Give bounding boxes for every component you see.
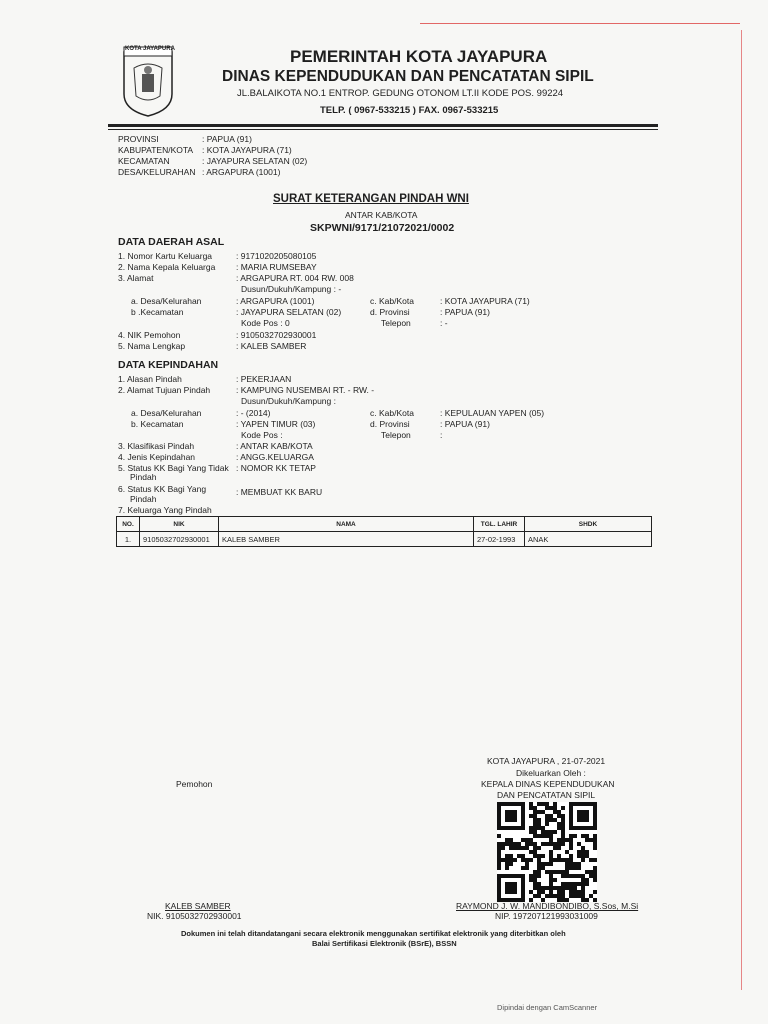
applicant-name: KALEB SAMBER (165, 901, 231, 911)
pindah-kab-value: : KEPULAUAN YAPEN (05) (440, 408, 545, 418)
pemohon-label: Pemohon (176, 779, 213, 789)
pindah-desa-label: a. Desa/Kelurahan (131, 408, 202, 418)
city-emblem-icon (120, 44, 176, 118)
provinsi-label: PROVINSI (118, 134, 159, 144)
cell-nik: 9105032702930001 (140, 532, 219, 547)
asal-nama-value: : KALEB SAMBER (236, 341, 307, 351)
document-subtitle: ANTAR KAB/KOTA (345, 210, 418, 220)
applicant-nik: NIK. 9105032702930001 (147, 911, 242, 921)
asal-kec-label: b .Kecamatan (131, 307, 184, 317)
cell-nama: KALEB SAMBER (219, 532, 474, 547)
asal-dusun: Dusun/Dukuh/Kampung : - (241, 284, 342, 294)
pindah-jenis-label: 4. Jenis Kepindahan (118, 452, 196, 462)
asal-desa-label: a. Desa/Kelurahan (131, 296, 202, 306)
pindah-dusun: Dusun/Dukuh/Kampung : (241, 396, 336, 406)
pindah-desa-value: : - (2014) (236, 408, 271, 418)
desa-value: : ARGAPURA (1001) (202, 167, 281, 177)
qr-code-icon (497, 802, 597, 902)
esign-note-line2: Balai Sertifikasi Elektronik (BSrE), BSSN (312, 939, 457, 948)
pindah-jenis-value: : ANGG.KELUARGA (236, 452, 314, 462)
city-logo (120, 44, 176, 118)
pindah-alamat-value: : KAMPUNG NUSEMBAI RT. - RW. - (236, 385, 375, 395)
asal-nama-label: 5. Nama Lengkap (118, 341, 186, 351)
scan-edge-line-right (741, 30, 742, 990)
header-line2: DINAS KEPENDUDUKAN DAN PENCATATAN SIPIL (222, 68, 594, 85)
desa-label: DESA/KELURAHAN (118, 167, 196, 177)
office-line1: KEPALA DINAS KEPENDUDUKAN (481, 779, 615, 789)
pindah-kec-label: b. Kecamatan (131, 419, 184, 429)
asal-prov-value: : PAPUA (91) (440, 307, 490, 317)
pindah-alasan-value: : PEKERJAAN (236, 374, 292, 384)
pindah-status-value: : MEMBUAT KK BARU (236, 487, 323, 497)
header-address: JL.BALAIKOTA NO.1 ENTROP. GEDUNG OTONOM LT.II KODE POS. 99224 (237, 88, 564, 99)
kabkota-label: KABUPATEN/KOTA (118, 145, 194, 155)
pindah-status-tidak-label: 5. Status KK Bagi Yang Tidak (118, 463, 229, 473)
pindah-alamat-label: 2. Alamat Tujuan Pindah (118, 385, 211, 395)
asal-heading: DATA DAERAH ASAL (118, 236, 225, 248)
col-nama-header: NAMA (219, 517, 474, 532)
scan-edge-line-top (420, 23, 740, 24)
pindah-heading: DATA KEPINDAHAN (118, 359, 219, 371)
pindah-kodepos: Kode Pos : (241, 430, 283, 440)
asal-kodepos: Kode Pos : 0 (241, 318, 290, 328)
header-phone: TELP. ( 0967-533215 ) FAX. 0967-533215 (320, 105, 499, 116)
header-divider-thick (108, 124, 658, 127)
header-line1: PEMERINTAH KOTA JAYAPURA (290, 47, 548, 66)
asal-nik-label: 4. NIK Pemohon (118, 330, 181, 340)
col-no-header: NO. (117, 517, 140, 532)
camscanner-watermark: Dipindai dengan CamScanner (497, 1003, 598, 1012)
pindah-prov-value: : PAPUA (91) (440, 419, 490, 429)
pindah-klasifikasi-label: 3. Klasifikasi Pindah (118, 441, 195, 451)
esign-note-line1: Dokumen ini telah ditandatangani secara elektronik menggunakan sertifikat elektronik yang diterbitkan oleh (181, 929, 566, 938)
col-shdk-header: SHDK (525, 517, 652, 532)
pindah-status-tidak-value: : NOMOR KK TETAP (236, 463, 316, 473)
cell-shdk: ANAK (525, 532, 652, 547)
pindah-prov-label: d. Provinsi (370, 419, 410, 429)
col-tgl-header: TGL. LAHIR (474, 517, 525, 532)
place-date: KOTA JAYAPURA , 21-07-2021 (487, 756, 606, 766)
logo-label: KOTA JAYAPURA (125, 46, 175, 52)
asal-alamat-value: : ARGAPURA RT. 004 RW. 008 (236, 273, 354, 283)
pindah-status-tidak-label2: Pindah (130, 472, 157, 482)
document-number: SKPWNI/9171/21072021/0002 (310, 222, 455, 234)
document-title: SURAT KETERANGAN PINDAH WNI (273, 193, 469, 205)
pindah-klasifikasi-value: : ANTAR KAB/KOTA (236, 441, 313, 451)
table-header-row (117, 517, 652, 532)
pindah-status-label: 6. Status KK Bagi Yang (118, 484, 207, 494)
table-row (117, 532, 652, 547)
pindah-kec-value: : YAPEN TIMUR (03) (236, 419, 316, 429)
pindah-keluarga-label: 7. Keluarga Yang Pindah (118, 505, 212, 515)
asal-alamat-label: 3. Alamat (118, 273, 154, 283)
asal-nik-value: : 9105032702930001 (236, 330, 317, 340)
issued-by: Dikeluarkan Oleh : (516, 768, 586, 778)
asal-kk-value: : 9171020205080105 (236, 251, 317, 261)
asal-telepon-label: Telepon (381, 318, 411, 328)
pindah-kab-label: c. Kab/Kota (370, 408, 414, 418)
pindah-status-label2: Pindah (130, 494, 157, 504)
asal-kec-value: : JAYAPURA SELATAN (02) (236, 307, 342, 317)
cell-no: 1. (117, 532, 140, 547)
kecamatan-label: KECAMATAN (118, 156, 170, 166)
pindah-telepon-label: Telepon (381, 430, 411, 440)
family-members-table (116, 516, 652, 547)
pindah-telepon-value: : (440, 430, 443, 440)
asal-kab-value: : KOTA JAYAPURA (71) (440, 296, 530, 306)
official-name: RAYMOND J. W. MANDIBONDIBO, S.Sos, M.Si (456, 901, 639, 911)
asal-kepala-label: 2. Nama Kepala Keluarga (118, 262, 216, 272)
kecamatan-value: : JAYAPURA SELATAN (02) (202, 156, 308, 166)
provinsi-value: : PAPUA (91) (202, 134, 252, 144)
asal-telepon-value: : - (440, 318, 448, 328)
col-nik-header: NIK (140, 517, 219, 532)
header-divider-thin (108, 129, 658, 130)
verification-qr-code (497, 802, 597, 902)
pindah-alasan-label: 1. Alasan Pindah (118, 374, 182, 384)
asal-kepala-value: : MARIA RUMSEBAY (236, 262, 317, 272)
asal-kab-label: c. Kab/Kota (370, 296, 414, 306)
asal-kk-label: 1. Nomor Kartu Keluarga (118, 251, 213, 261)
asal-desa-value: : ARGAPURA (1001) (236, 296, 315, 306)
cell-tgl: 27-02-1993 (474, 532, 525, 547)
asal-prov-label: d. Provinsi (370, 307, 410, 317)
office-line2: DAN PENCATATAN SIPIL (497, 790, 596, 800)
kabkota-value: : KOTA JAYAPURA (71) (202, 145, 292, 155)
official-nip: NIP. 197207121993031009 (495, 911, 598, 921)
